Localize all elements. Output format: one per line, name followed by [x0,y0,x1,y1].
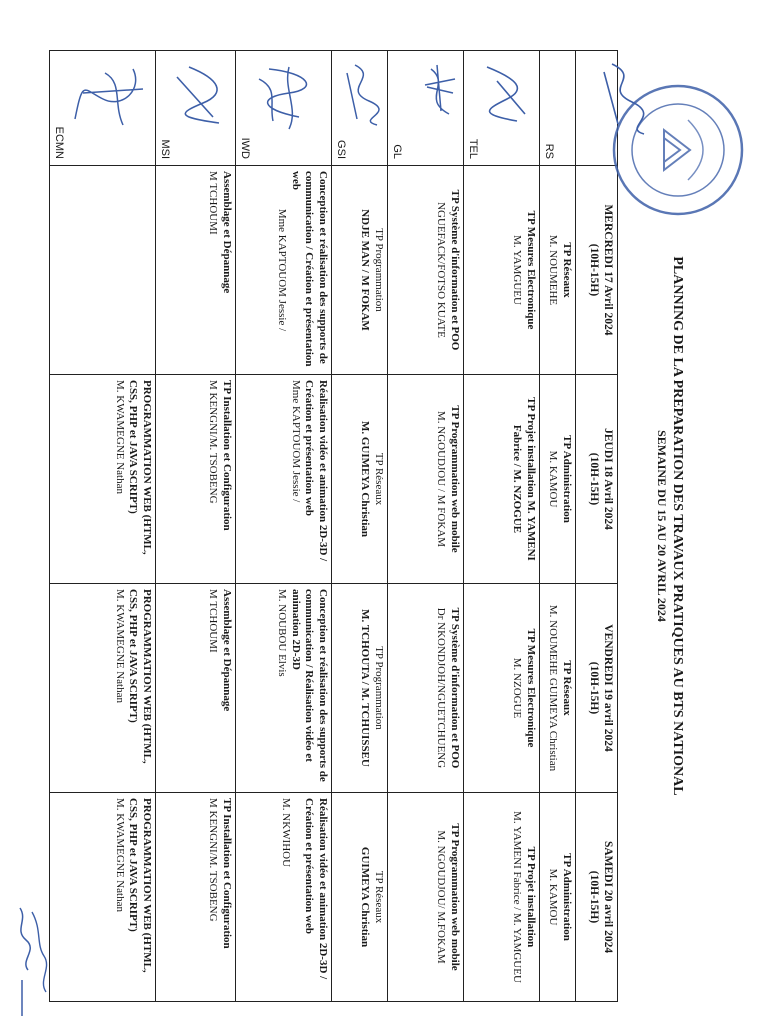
schedule-cell: TP Réseaux GUIMEYA Christian [332,793,388,1002]
day-header: JEUDI 18 Avril 2024 (10H-15H) [576,375,618,584]
schedule-cell: TP Mesures Electronique M. NZOGUE [464,584,540,793]
signature-icon [421,59,461,119]
schedule-cell: TP Système d'information et POO NGUEFACK/FOTSO KUATE [388,166,464,375]
schedule-cell: Assemblage et Dépannage M TCHOUMI [156,584,236,793]
schedule-cell: TP Administration M. KAMOU [540,793,576,1002]
schedule-cell [50,166,156,375]
schedule-cell: PROGRAMMATION WEB (HTML, CSS, PHP et JAVA SCRIPT) M. KWAMEGNE Nathan [50,375,156,584]
schedule-cell: TP Réseaux M. NOUMEHE GUIMEYA Christian [540,584,576,793]
signature-icon [167,59,233,129]
schedule-cell: TP Réseaux M. NOUMEHE [540,166,576,375]
day-header: SAMEDI 20 avril 2024 (10H-15H) [576,793,618,1002]
row-code: ECMN [53,126,65,159]
schedule-table [49,50,618,1002]
rotated-page [50,50,692,1002]
table-row [540,51,576,1002]
table-row [156,51,236,1002]
signature-icon [471,59,537,129]
schedule-cell: TP Administration M. KAMOU [540,375,576,584]
row-code: GL [391,144,403,159]
schedule-cell: TP Programmation NDJE MAN / M FOKAM [332,166,388,375]
schedule-cell: TP Programmation web mobile M. NGOUDJOU/ M.FOKAM [388,793,464,1002]
row-code-cell [464,51,540,166]
row-code-cell [332,51,388,166]
schedule-cell: TP Installation et Configuration M KENGNI/M. TSOBENG [156,793,236,1002]
table-row [332,51,388,1002]
schedule-cell: TP Programmation web mobile M. NGOUDJOU / M FOKAM [388,375,464,584]
row-code: MSI [159,139,171,159]
schedule-cell: Réalisation vidéo et animation 2D-3D / Création et présentation web Mme KAPTOUOM Jessie / [236,375,332,584]
schedule-cell: Assemblage et Dépannage M TCHOUMI [156,166,236,375]
row-code: RS [543,143,555,159]
handwritten-signature-icon [0,900,50,1024]
row-code-cell [236,51,332,166]
table-row [50,51,156,1002]
schedule-cell: TP Projet installation M. YAMENI Fabrice / M. NZOGUE [464,375,540,584]
day-header: MERCREDI 17 Avril 2024 (10H-15H) [576,166,618,375]
schedule-cell: TP Mesures Electronique M. YAMGUEU [464,166,540,375]
signature-icon [249,59,329,134]
schedule-cell: PROGRAMMATION WEB (HTML, CSS, PHP et JAVA SCRIPT) M. KWAMEGNE Nathan [50,584,156,793]
document-subtitle: SEMAINE DU 15 AU 20 AVRIL 2024 [655,430,669,622]
row-code-cell [540,51,576,166]
document-title: PLANNING DE LA PREPARATION DES TRAVAUX PRATIQUES AU BTS NATIONAL [670,256,685,796]
schedule-cell: Conception et réalisation des supports de communication / Création et présentation web Mme KAPTOUOM Jessie / [236,166,332,375]
schedule-cell: TP Projet installation M. YAMENI Fabrice / M. YAMGUEU [464,793,540,1002]
row-code-cell [388,51,464,166]
schedule-cell: PROGRAMMATION WEB (HTML, CSS, PHP et JAVA SCRIPT) M. KWAMEGNE Nathan [50,793,156,1002]
table-row [388,51,464,1002]
row-code-cell [50,51,156,166]
row-code: TEL [467,138,479,159]
schedule-cell: TP Programmation M. TCHOUTA / M. TCHUISSEU [332,584,388,793]
schedule-cell: Réalisation vidéo et animation 2D-3D / Création et présentation web M. NKWIHOU [236,793,332,1002]
row-code: GSI [335,140,347,159]
table-row [464,51,540,1002]
schedule-cell: TP Système d'information et POO Dr NKONDJOH/NGUETCHUENG [388,584,464,793]
stamp-signature-icon [592,58,652,138]
row-code: IWD [239,137,251,159]
schedule-cell: TP Installation et Configuration M KENGNI/M. TSOBENG [156,375,236,584]
table-row [236,51,332,1002]
schedule-cell: TP Réseaux M. GUIMEYA Christian [332,375,388,584]
signature-icon [67,59,153,139]
row-code-cell [156,51,236,166]
schedule-cell: Conception et réalisation des supports de communication / Réalisation vidéo et animation 2D-3D M. NOUBOU Elvis [236,584,332,793]
day-header: VENDREDI 19 avril 2024 (10H-15H) [576,584,618,793]
